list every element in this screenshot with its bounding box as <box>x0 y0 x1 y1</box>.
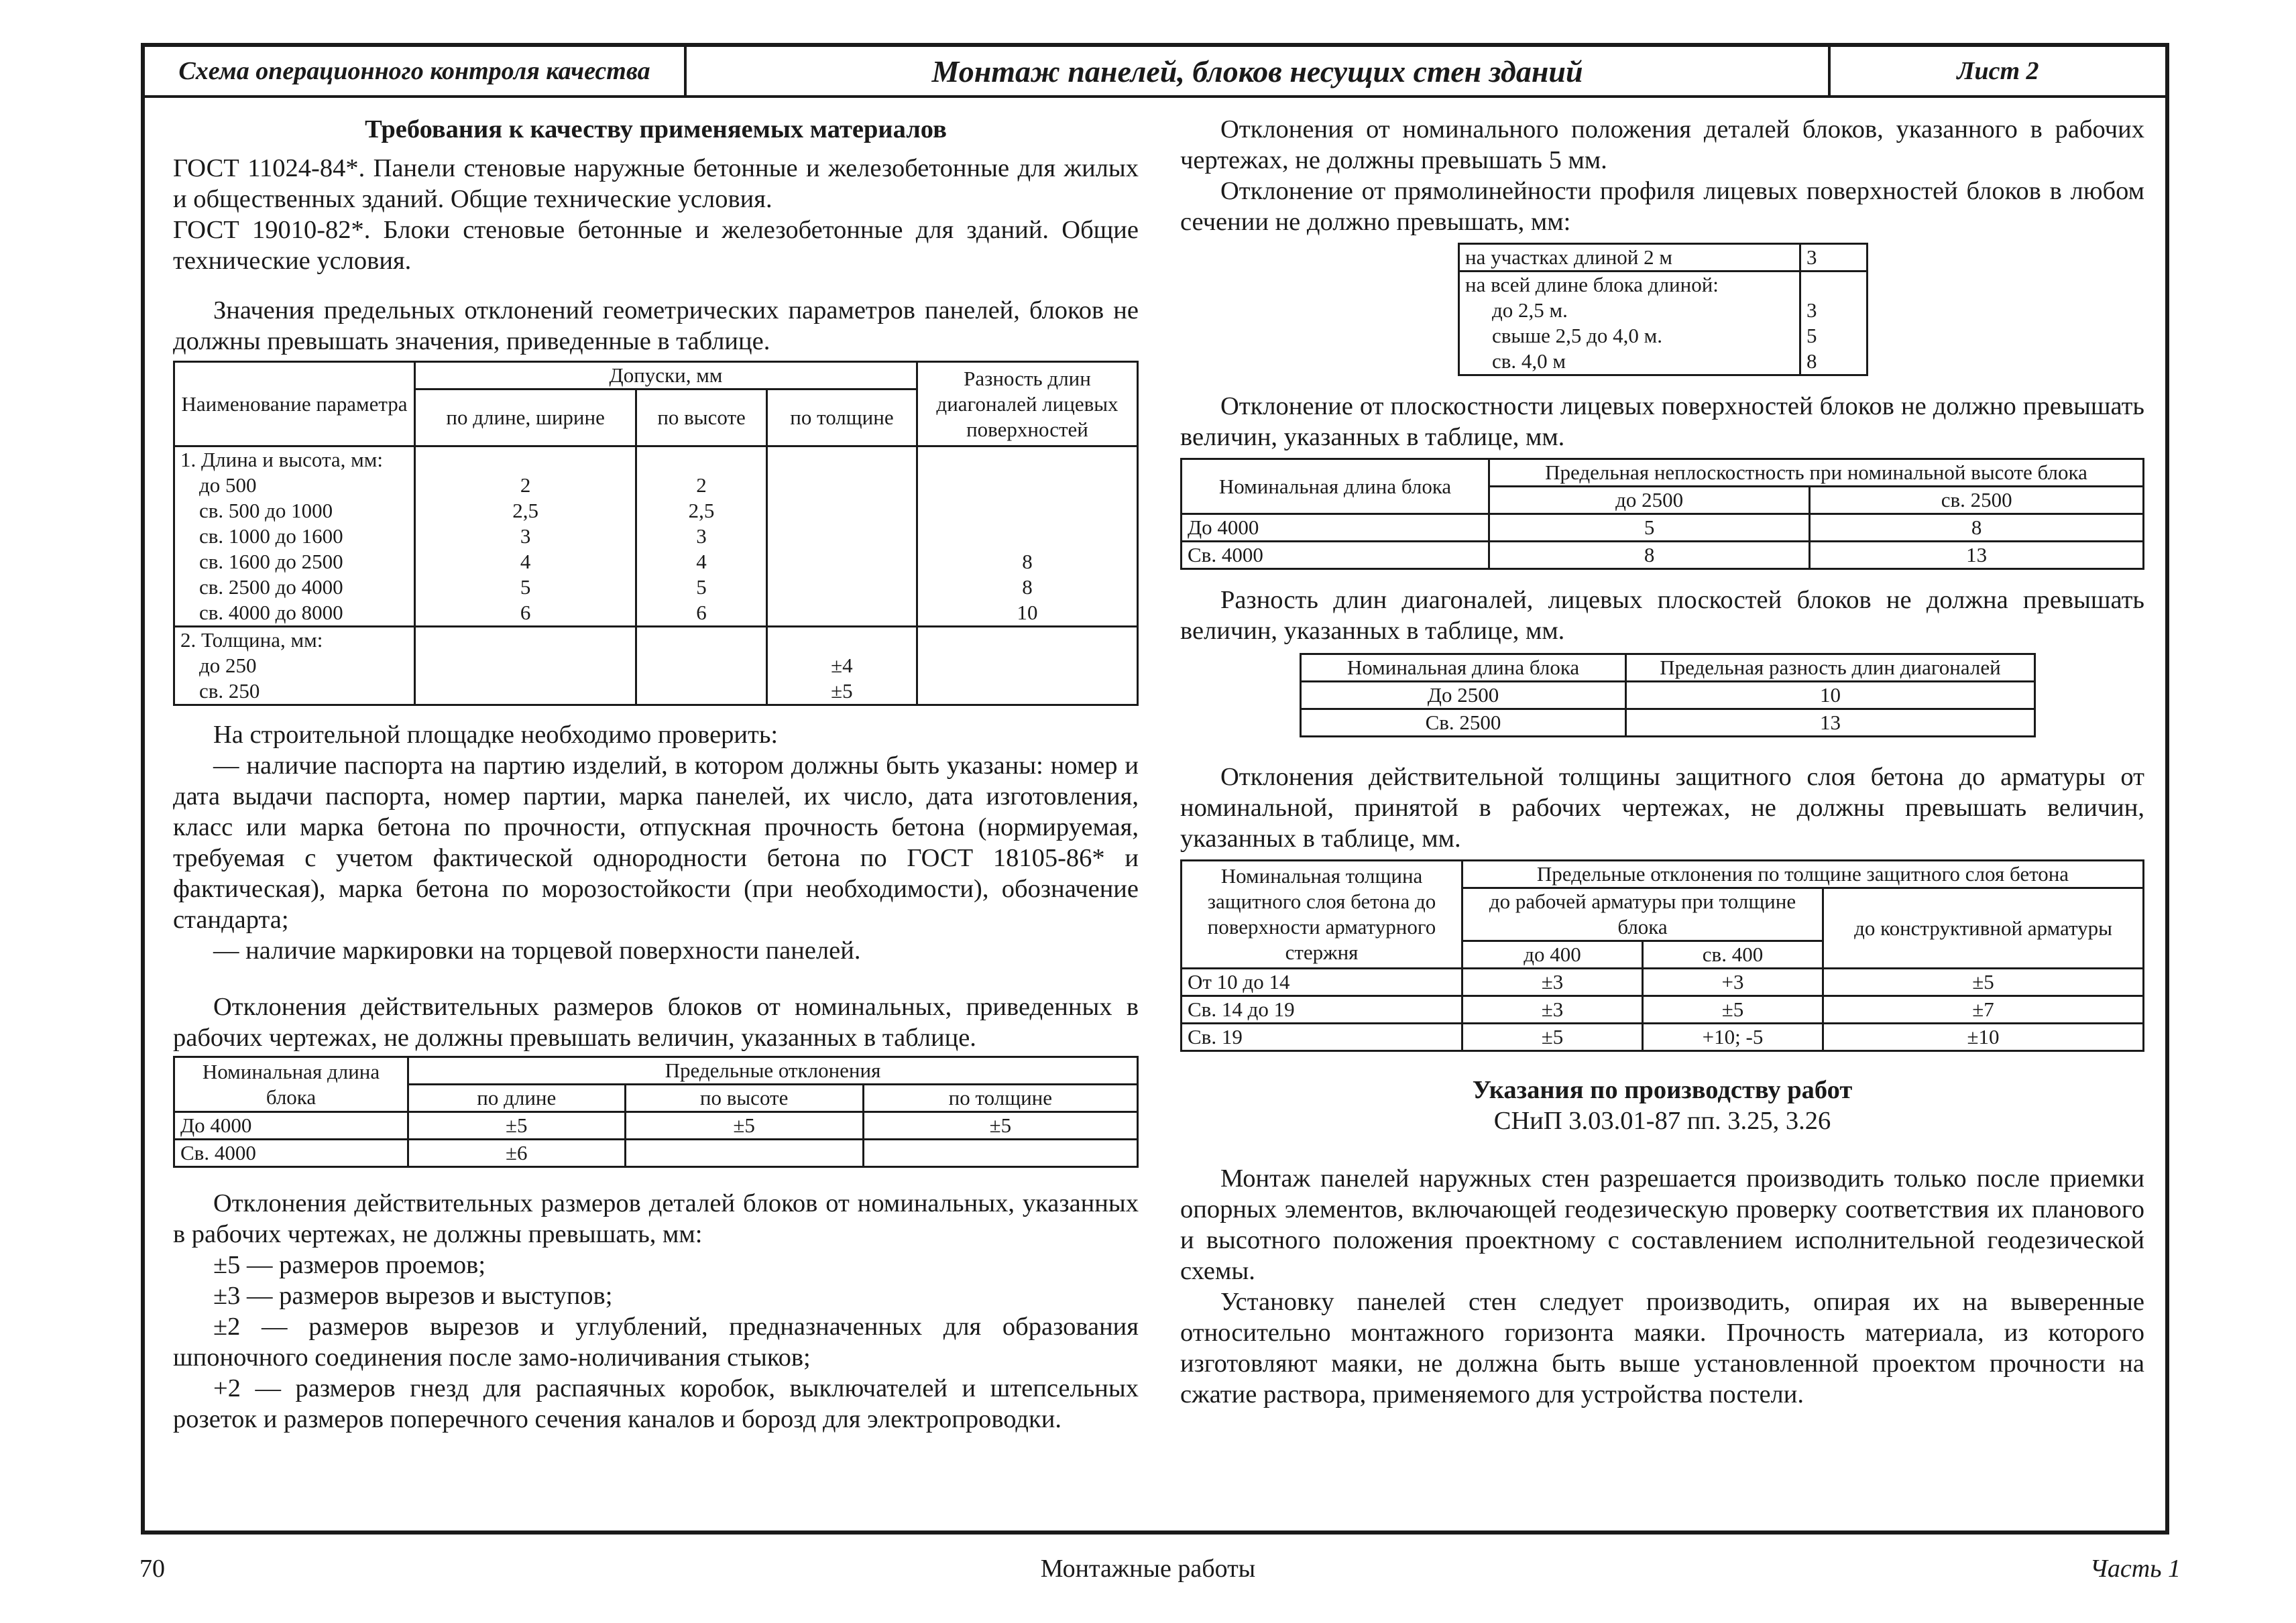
t6-h-a: до 400 <box>1462 941 1643 969</box>
t2-cell: ±5 <box>408 1112 626 1140</box>
table-row <box>1182 969 2144 996</box>
t1-h-name: Наименование параметра <box>174 362 415 446</box>
t1-hgt-val: 2,5 <box>688 499 715 522</box>
t1-thk-val: ±5 <box>831 679 853 703</box>
cover-intro: Отклонения действительной толщины защитного слоя бетона до арматуры от номинальной, принятой в рабочих чертежах, не должны превышать величин, указанных в таблице, мм. <box>1180 763 2144 853</box>
page-frame <box>141 43 2169 1535</box>
t2-h-len: по длине <box>408 1085 626 1112</box>
diagonal-table <box>1300 653 2036 737</box>
t6-cell: ±5 <box>1643 996 1823 1024</box>
t3-item: до 2,5 м. <box>1492 298 1568 322</box>
t5-cell: 13 <box>1626 709 2035 737</box>
t6-cell: +3 <box>1643 969 1823 996</box>
table-row <box>1182 514 2144 542</box>
t1-row-label: до 500 <box>199 473 257 497</box>
works-snip: СНиП 3.03.01-87 пп. 3.25, 3.26 <box>1493 1107 1831 1135</box>
footer-part: Часть 1 <box>2089 1555 2181 1583</box>
flatness-table <box>1180 458 2144 570</box>
t1-hgt-val: 4 <box>696 550 707 573</box>
t2-h-hgt: по высоте <box>625 1085 863 1112</box>
position-deviation: Отклонения от номинального положения деталей блоков, указанного в рабочих чертежах, не должны превышать 5 мм. <box>1180 115 2144 174</box>
tolerance-intro: Значения предельных отклонений геометрических параметров панелей, блоков не должны превышать значения, приведенные в таблице. <box>173 296 1139 355</box>
t6-cell: ±3 <box>1462 969 1643 996</box>
header-sheet: Лист 2 <box>1957 57 2039 85</box>
t6-cell: ±3 <box>1462 996 1643 1024</box>
t4-cell: Св. 4000 <box>1182 542 1489 569</box>
right-column <box>1180 114 2144 1410</box>
header-left: Схема операционного контроля качества <box>145 47 687 95</box>
t1-h-tol: Допуски, мм <box>415 362 917 389</box>
t2-h-thk: по толщине <box>863 1085 1137 1112</box>
t3-val: 5 <box>1806 324 1817 347</box>
t6-h-constr: до конструктивной арматуры <box>1823 888 2144 969</box>
footer-section: Монтажные работы <box>1040 1555 1256 1583</box>
t1-row-label: св. 2500 до 4000 <box>199 575 343 599</box>
t1-diag-val: 8 <box>1022 550 1033 573</box>
t3-val: 3 <box>1806 298 1817 322</box>
t4-h-dev: Предельная неплоскостность при номинальной высоте блока <box>1489 459 2144 487</box>
list-item: +2 — размеров гнезд для распаячных коробок, выключателей и штепсельных розеток и размеров поперечного сечения каналов и борозд для электропроводки. <box>173 1374 1139 1433</box>
works-p1: Монтаж панелей наружных стен разрешается производить только после приемки опорных элементов, включающей геодезическую проверку соответствия их планового и высотного положения проектному с составлением исполнительной геодезической схемы. <box>1180 1164 2144 1285</box>
block-deviation-intro: Отклонения действительных размеров блоков от номинальных, приведенных в рабочих чертежах, не должны превышать величин, указанных в таблице. <box>173 993 1139 1052</box>
t2-cell: ±5 <box>863 1112 1137 1140</box>
t1-len-val: 4 <box>520 550 531 573</box>
materials-title: Требования к качеству применяемых материалов <box>365 115 947 143</box>
t1-h-len: по длине, ширине <box>415 389 636 446</box>
table-row <box>1301 682 2035 709</box>
t4-cell: 8 <box>1489 542 1810 569</box>
t4-cell: 13 <box>1810 542 2144 569</box>
t6-cell: От 10 до 14 <box>1182 969 1462 996</box>
table-row <box>1182 1024 2144 1051</box>
t1-len-val: 6 <box>520 601 531 624</box>
list-item: ±3 — размеров вырезов и выступов; <box>213 1282 613 1310</box>
t4-cell: 8 <box>1810 514 2144 542</box>
t5-cell: Св. 2500 <box>1301 709 1626 737</box>
gost-2: ГОСТ 19010-82*. Блоки стеновые бетонные и железобетонные для зданий. Общие технические условия. <box>173 216 1139 275</box>
t5-h-diff: Предельная разность длин диагоналей <box>1626 654 2035 682</box>
page-number: 70 <box>139 1555 165 1583</box>
t2-cell: ±5 <box>625 1112 863 1140</box>
t5-cell: До 2500 <box>1301 682 1626 709</box>
straightness-table <box>1458 243 1868 376</box>
t1-row-label: св. 1600 до 2500 <box>199 550 343 573</box>
t1-diag-val: 8 <box>1022 575 1033 599</box>
check-intro: На строительной площадке необходимо проверить: <box>213 721 779 749</box>
t6-cell: +10; -5 <box>1643 1024 1823 1051</box>
t1-hgt-val: 2 <box>696 473 707 497</box>
t6-cell: ±10 <box>1823 1024 2144 1051</box>
works-p2: Установку панелей стен следует производить, опирая их на выверенные относительно монтажного горизонта маяки. Прочность материала, из которого изготовляют маяки, не должна быть выше установленной проектом прочности на сжатие раствора, применяемого для устройства постели. <box>1180 1288 2144 1408</box>
t3-r1-val: 3 <box>1800 244 1868 272</box>
t6-cell: ±7 <box>1823 996 2144 1024</box>
t2-h-name: Номинальная длина блока <box>174 1057 408 1112</box>
t1-len-val: 3 <box>520 524 531 548</box>
t6-h-name: Номинальная толщина защитного слоя бетона до поверхности арматурного стержня <box>1182 861 1462 969</box>
t1-len-val: 5 <box>520 575 531 599</box>
diagonal-intro: Разность длин диагоналей, лицевых плоскостей блоков не должна превышать величин, указанных в таблице, мм. <box>1180 586 2144 645</box>
t5-cell: 10 <box>1626 682 2035 709</box>
parts-deviation-intro: Отклонения действительных размеров деталей блоков от номинальных, указанных в рабочих чертежах, не должны превышать, мм: <box>173 1189 1139 1248</box>
t6-cell: ±5 <box>1462 1024 1643 1051</box>
tolerance-table <box>173 361 1139 706</box>
t1-diag-val: 10 <box>1017 601 1038 624</box>
check-passport: — наличие паспорта на партию изделий, в котором должны быть указаны: номер и дата выдачи паспорта, номер партии, марка панелей, их число, дата изготовления, класс или марка бетона по прочности, отпускная прочность бетона (нормируемая, требуемая с учетом фактической однородности бетона по ГОСТ 18105-86* и фактическая), марка бетона по морозостойкости (при необходимости), обозначение стандарта; <box>173 752 1139 934</box>
block-deviation-table <box>173 1056 1139 1168</box>
t4-h-b: св. 2500 <box>1810 487 2144 514</box>
t1-h-diag: Разность длин диагоналей лицевых поверхностей <box>917 362 1138 446</box>
t1-g1-title: 1. Длина и высота, мм: <box>180 448 383 471</box>
gost-1: ГОСТ 11024-84*. Панели стеновые наружные бетонные и железобетонные для жилых и общественных зданий. Общие технические условия. <box>173 154 1139 213</box>
t1-row-label: св. 500 до 1000 <box>199 499 333 522</box>
table-row <box>1301 709 2035 737</box>
t3-val: 8 <box>1806 349 1817 373</box>
t6-h-dev: Предельные отклонения по толщине защитного слоя бетона <box>1462 861 2144 888</box>
t6-cell: Св. 14 до 19 <box>1182 996 1462 1024</box>
t1-h-hgt: по высоте <box>636 389 767 446</box>
t5-h-name: Номинальная длина блока <box>1301 654 1626 682</box>
t2-cell <box>625 1140 863 1167</box>
t1-diag-val <box>923 498 1131 524</box>
t2-cell: ±6 <box>408 1140 626 1167</box>
table-row <box>174 1140 1138 1167</box>
t6-cell: Св. 19 <box>1182 1024 1462 1051</box>
t2-cell: Св. 4000 <box>174 1140 408 1167</box>
t4-cell: 5 <box>1489 514 1810 542</box>
works-title: Указания по производству работ <box>1472 1076 1853 1104</box>
t2-cell: До 4000 <box>174 1112 408 1140</box>
table-row <box>1182 542 2144 569</box>
t4-h-name: Номинальная длина блока <box>1182 459 1489 514</box>
table-row <box>174 1112 1138 1140</box>
t1-h-thk: по толщине <box>766 389 917 446</box>
t4-h-a: до 2500 <box>1489 487 1810 514</box>
t3-item: св. 4,0 м <box>1492 349 1566 373</box>
t3-item: свыше 2,5 до 4,0 м. <box>1492 324 1662 347</box>
t2-cell <box>863 1140 1137 1167</box>
list-item: ±2 — размеров вырезов и углублений, предназначенных для образования шпоночного соединения после замо-ноличивания стыков; <box>173 1313 1139 1372</box>
t1-diag-val <box>923 524 1131 549</box>
t1-hgt-val: 3 <box>696 524 707 548</box>
straightness-intro: Отклонение от прямолинейности профиля лицевых поверхностей блоков в любом сечении не должно превышать, мм: <box>1180 177 2144 236</box>
check-marking: — наличие маркировки на торцевой поверхности панелей. <box>213 937 861 965</box>
t1-len-val: 2,5 <box>512 499 538 522</box>
header-title: Монтаж панелей, блоков несущих стен зданий <box>687 47 1831 95</box>
t1-diag-val <box>923 473 1131 498</box>
t6-h-work: до рабочей арматуры при толщине блока <box>1462 888 1823 941</box>
t1-thk-val: ±4 <box>831 654 853 677</box>
header-bar <box>145 47 2165 98</box>
t1-row-label: св. 250 <box>199 679 260 703</box>
flatness-intro: Отклонение от плоскостности лицевых поверхностей блоков не должно превышать величин, указанных в таблице, мм. <box>1180 392 2144 451</box>
t3-r1-label: на участках длиной 2 м <box>1459 244 1800 272</box>
cover-table <box>1180 859 2144 1052</box>
t6-cell: ±5 <box>1823 969 2144 996</box>
left-column <box>173 114 1139 1435</box>
t1-g2-title: 2. Толщина, мм: <box>180 628 323 652</box>
t3-r2-label: на всей длине блока длиной: <box>1465 273 1719 296</box>
t4-cell: До 4000 <box>1182 514 1489 542</box>
t1-len-val: 2 <box>520 473 531 497</box>
t1-row-label: св. 1000 до 1600 <box>199 524 343 548</box>
t1-hgt-val: 6 <box>696 601 707 624</box>
t1-row-label: до 250 <box>199 654 257 677</box>
list-item: ±5 — размеров проемов; <box>213 1251 486 1279</box>
t6-h-b: св. 400 <box>1643 941 1823 969</box>
table-row <box>1182 996 2144 1024</box>
t1-hgt-val: 5 <box>696 575 707 599</box>
t2-h-dev: Предельные отклонения <box>408 1057 1138 1085</box>
t1-row-label: св. 4000 до 8000 <box>199 601 343 624</box>
